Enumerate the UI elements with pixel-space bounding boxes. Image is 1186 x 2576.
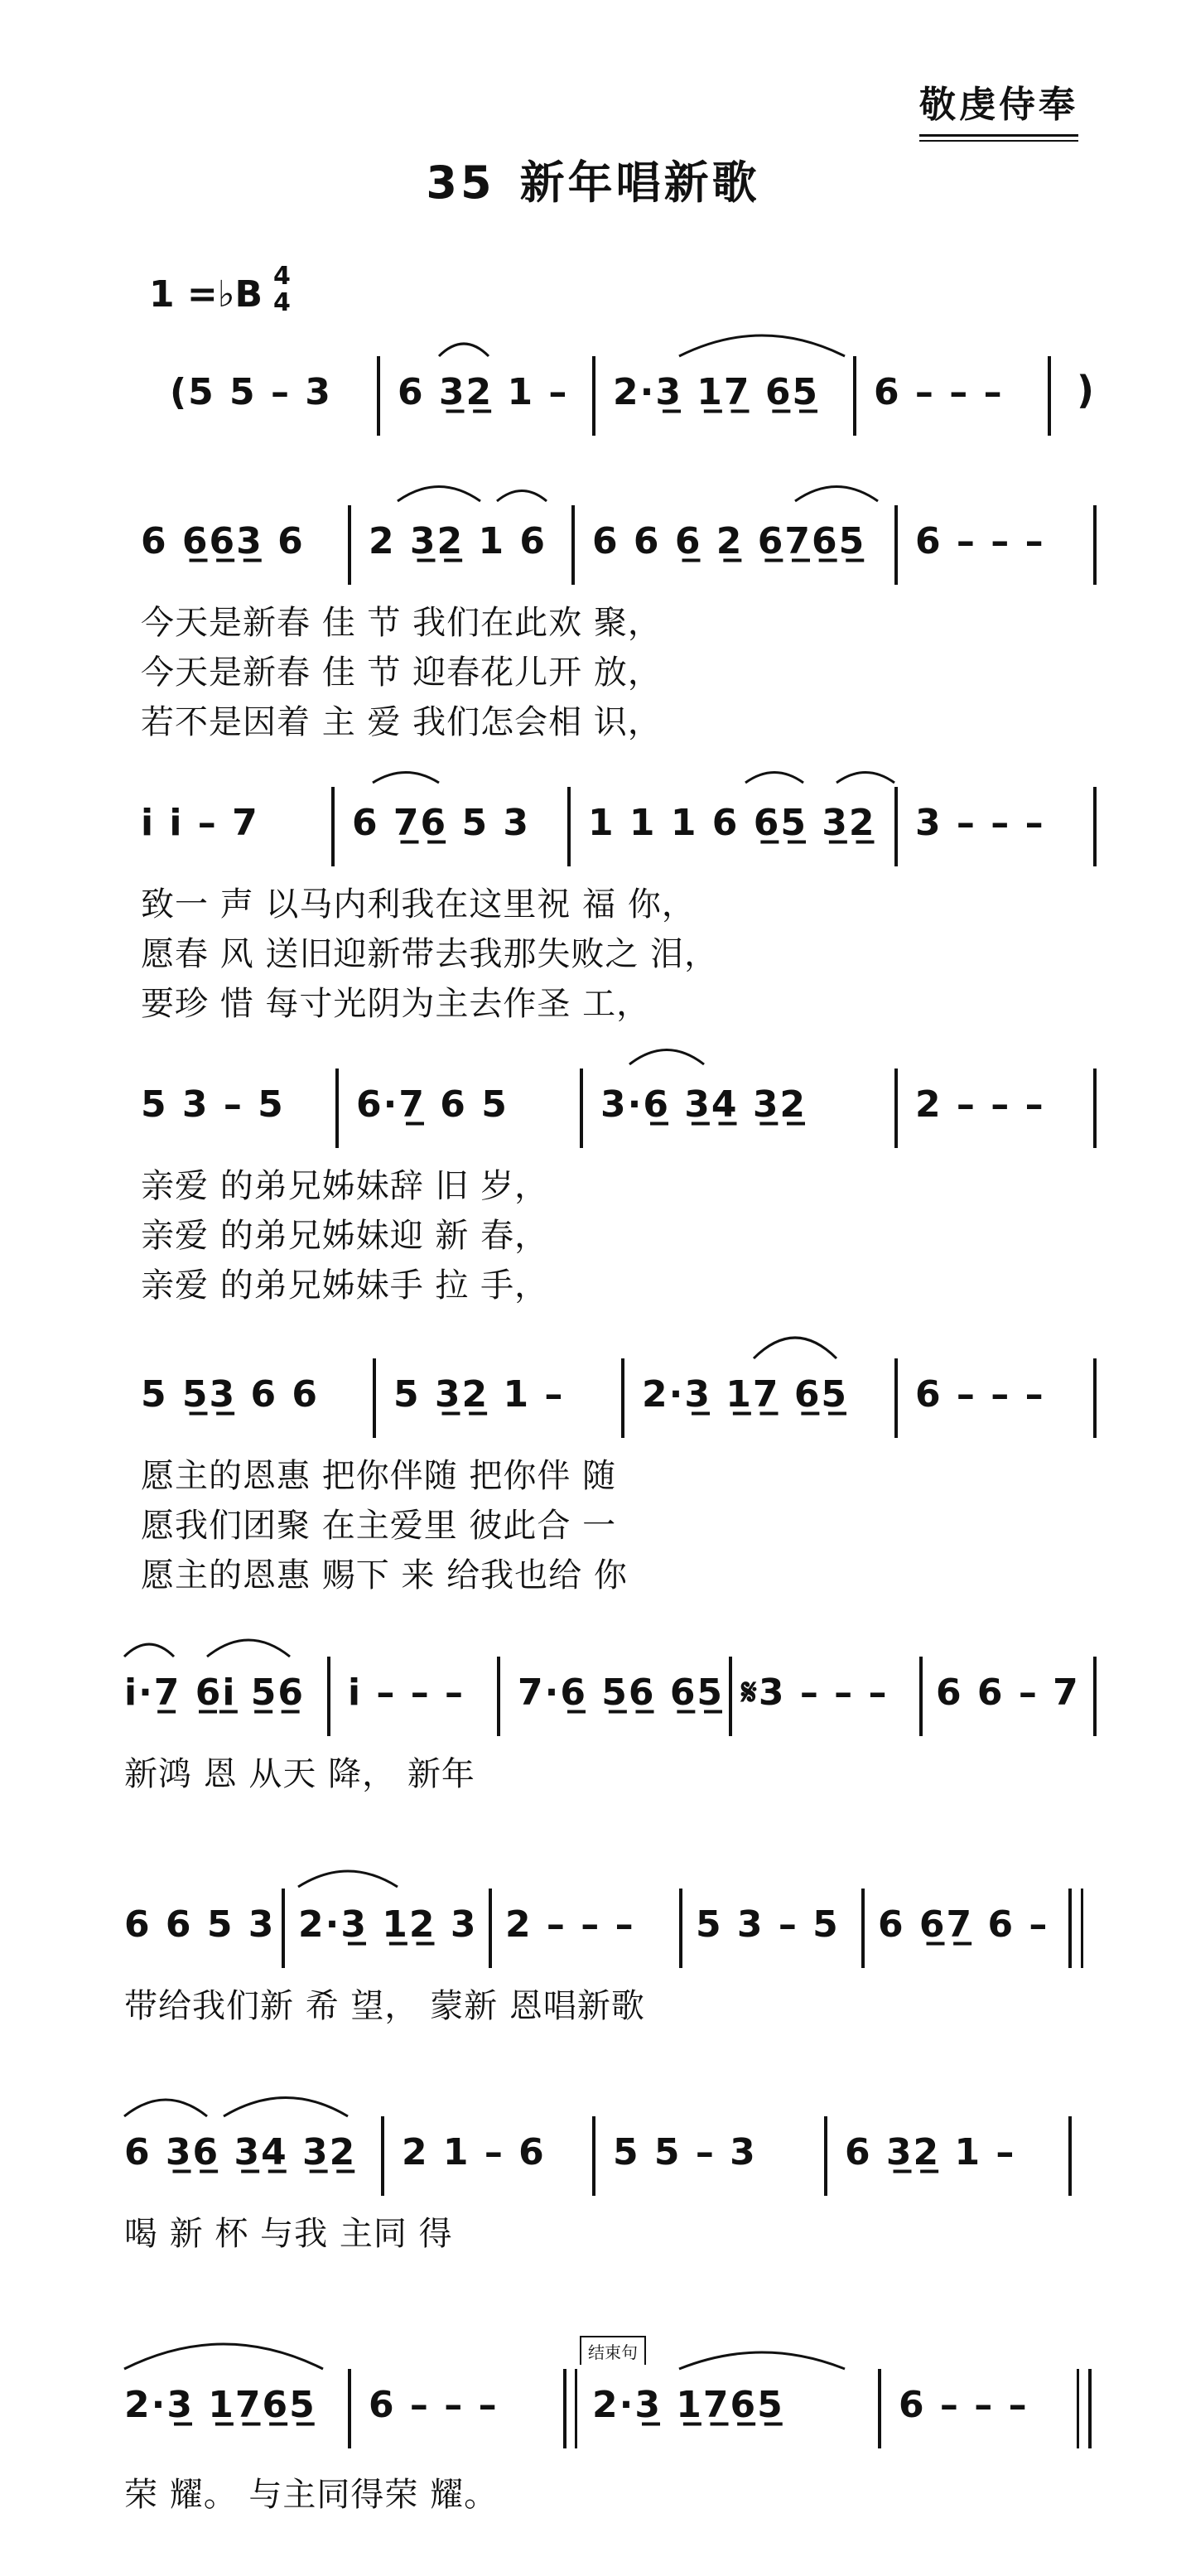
measure: 6 – – – (369, 2384, 499, 2426)
dedication-label: 敬虔侍奉 (919, 75, 1078, 137)
lyric-line: 新鸿 恩 从天 降， 新年 (124, 1755, 475, 1793)
song-title-text: 新年唱新歌 (519, 157, 760, 209)
lyric-line: 喝 新 杯 与我 主同 得 (124, 2215, 453, 2253)
lyric-verse-1: 今天是新春 佳 节 我们在此欢 聚， (141, 604, 662, 642)
slur-arc (497, 491, 547, 502)
lyric-verse-3: 愿主的恩惠 赐下 来 给我也给 你 (141, 1556, 628, 1594)
measure: 6 3̲2̲ 1 – (845, 2131, 1016, 2173)
slur-arc (745, 773, 803, 784)
measure: 2 3̲2̲ 1 6 (369, 520, 547, 562)
measure: 7·6̲ 5̲6̲ 6̲5̲ (518, 1672, 725, 1714)
measure: 6 6 5 3 (124, 1903, 276, 1946)
measure: 2 – – – (915, 1083, 1045, 1126)
lyric-verse-3: 要珍 惜 每寸光阴为主去作圣 工， (141, 985, 651, 1023)
measure: 6 – – – (915, 520, 1045, 562)
slur-arc (836, 773, 894, 784)
measure: 6 3̲2̲ 1 – (398, 371, 569, 413)
measure: 3 – – – (915, 802, 1045, 844)
lyric-verse-3: 亲爱 的弟兄姊妹手 拉 手， (141, 1266, 549, 1305)
measure: 6·7̲ 6 5 (356, 1083, 509, 1126)
time-signature-top: 4 (273, 262, 291, 291)
measure: 2·3̲ 1̲7̲ 6̲5̲ (613, 371, 820, 413)
slur-arc (124, 1644, 174, 1657)
slur-arc (439, 344, 489, 356)
measure: 6 – – – (899, 2384, 1029, 2426)
lyric-verse-2: 愿我们团聚 在主爱里 彼此合 一 (141, 1507, 617, 1545)
key-signature: 1 =♭B (149, 273, 263, 316)
lyric-verse-1: 亲爱 的弟兄姊妹辞 旧 岁， (141, 1167, 549, 1205)
measure: (5 5 – 3 (170, 371, 332, 413)
slur-arc (373, 773, 439, 784)
measure: i – – – (348, 1672, 465, 1714)
measure: 2·3̲ 1̲7̲6̲5̲ (124, 2384, 316, 2426)
measure: 6 6 6̲ 2̲ 6̲7̲6̲5̲ (592, 520, 866, 562)
measure: 3·6̲ 3̲4̲ 3̲2̲ (600, 1083, 808, 1126)
measure: 5 5̲3̲ 6 6 (141, 1373, 320, 1416)
measure: 6 3̲6̲ 3̲4̲ 3̲2̲ (124, 2131, 357, 2173)
close-paren: ) (1077, 368, 1095, 412)
song-number: 35 (426, 157, 495, 209)
lyric-line: 带给我们新 希 望， 蒙新 恩唱新歌 (124, 1987, 645, 2025)
measure: 6 7̲6̲ 5 3 (352, 802, 531, 844)
slur-arc (124, 2344, 323, 2369)
measure: 2 – – – (505, 1903, 635, 1946)
slur-arc (679, 335, 845, 356)
measure: 2·3̲ 1̲7̲ 6̲5̲ (642, 1373, 849, 1416)
lyric-verse-1: 愿主的恩惠 把你伴随 把你伴 随 (141, 1457, 617, 1495)
measure: 6 6̲7̲ 6 – (878, 1903, 1049, 1946)
ending-label: 结束句 (580, 2336, 646, 2365)
lyric-verse-2: 亲爱 的弟兄姊妹迎 新 春， (141, 1217, 549, 1255)
slur-arc (679, 2352, 845, 2369)
measure: 6 – – – (874, 371, 1004, 413)
measure: 𝄋3 – – – (741, 1672, 889, 1714)
lyric-verse-2: 愿春 风 送旧迎新带去我那失败之 泪， (141, 935, 719, 973)
time-signature-bottom: 4 (273, 288, 291, 317)
measure: 5 3 – 5 (141, 1083, 285, 1126)
measure: 2 1 – 6 (402, 2131, 546, 2173)
slur-arc (795, 487, 878, 502)
measure: 5 5 – 3 (613, 2131, 757, 2173)
measure: 5 3̲2̲ 1 – (393, 1373, 565, 1416)
slur-arc (298, 1871, 398, 1887)
measure: 6 6 – 7 (936, 1672, 1080, 1714)
lyric-verse-3: 若不是因着 主 爱 我们怎会相 识， (141, 703, 662, 741)
measure: i i – 7 (141, 802, 259, 844)
slur-arc (224, 2098, 348, 2117)
slur-arc (754, 1338, 836, 1358)
measure: 1 1 1 6 6̲5̲ 3̲2̲ (588, 802, 876, 844)
slur-arc (207, 1640, 290, 1657)
measure: 2·3̲ 1̲2̲ 3 (298, 1903, 478, 1946)
measure: 6 6̲6̲3̲ 6 (141, 520, 305, 562)
slur-arc (629, 1050, 704, 1065)
lyric-verse-1: 致一 声 以马内利我在这里祝 福 你， (141, 885, 696, 924)
lyric-verse-2: 今天是新春 佳 节 迎春花儿开 放， (141, 654, 662, 692)
measure: i·7̲ 6̲i̲ 5̲6̲ (124, 1672, 305, 1714)
measure: 6 – – – (915, 1373, 1045, 1416)
slur-arc (398, 487, 480, 502)
slur-arc (124, 2100, 207, 2116)
measure: 2·3̲ 1̲7̲6̲5̲ (592, 2384, 784, 2426)
lyric-line: 荣 耀。 与主同得荣 耀。 (124, 2476, 499, 2514)
measure: 5 3 – 5 (696, 1903, 840, 1946)
